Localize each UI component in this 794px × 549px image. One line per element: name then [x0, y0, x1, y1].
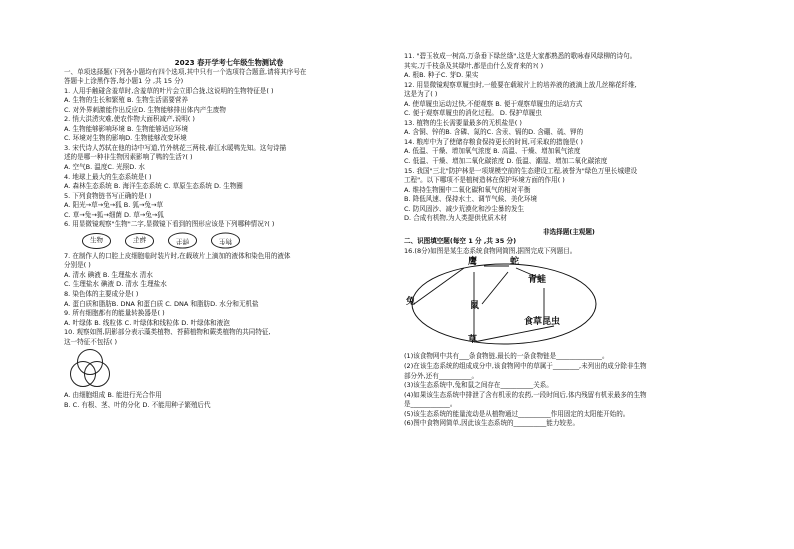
text-line: 分别是( ): [64, 261, 91, 270]
left-lines-c: [64, 391, 394, 410]
text-line: A. 生物的生长和繁殖 B. 生物生活需要营养: [64, 96, 189, 105]
label-grass: 草: [468, 335, 478, 346]
text-line: A. 根B. 种子C. 芽D. 果实: [404, 71, 479, 80]
section-title: 非选择题(主观题): [543, 227, 595, 236]
text-line: 13. 植物的生长需要量最多的无机盐是( ): [404, 118, 522, 127]
question-16: 16.(8分)如图是某生态系统食物网简图,据图完成下列题目。: [404, 246, 577, 255]
text-line: A. 空气B. 温度C. 光照D. 水: [64, 163, 145, 172]
option-bubble: 物生: [125, 233, 154, 249]
label-rat: 鼠: [470, 301, 480, 312]
text-line: 部分外,还有__________。: [404, 371, 479, 380]
label-rabbit: 兔: [406, 297, 416, 308]
text-line: (1)该食物网中共有___条食物链,最长的一条食物链是______________。: [404, 352, 609, 361]
arrow-grass-insect: [474, 326, 554, 342]
right-lines-b: [404, 352, 734, 428]
text-line: C. 对外界刺激能作出反应D. 生物能够排出体内产生废物: [64, 105, 226, 114]
text-line: 8. 染色体的主要成分是( ): [64, 290, 139, 299]
text-line: C. 环境对生物的影响D. 生物能够改变环境: [64, 134, 187, 143]
text-line: (2)在该生态系统的组成成分中,该食物网中的草属于________,未列出的成分除非生物: [404, 362, 647, 371]
text-line: C. 便于观察草履虫的消化过程。 D. 保护草履虫: [404, 109, 542, 118]
text-line: 答题卡上涂黑作答,每小题1 分 ,共 15 分): [64, 77, 184, 86]
text-line: (6)图中食物网简单,因此该生态系统的__________能力较差。: [404, 419, 580, 428]
text-line: C. 生理盐水 碘液 D. 清水 生理盐水: [64, 280, 167, 289]
text-line: A. 使草履虫运动过快,不便观察 B. 便于观察草履虫的运动方式: [404, 99, 583, 108]
text-line: A. 叶绿体 B. 线粒体 C. 叶绿体和线粒体 D. 叶绿体和液泡: [64, 318, 230, 327]
text-line: 10. 观察如图,阴影部分表示藻类植物、苔藓植物和蕨类植物的共同特征,: [64, 328, 271, 337]
text-line: 6. 用显微镜观察"生物"二字,显微镜下看到的图形应该是下列哪种情况?( ): [64, 220, 275, 229]
text-line: B. C. 有根、茎、叶的分化 D. 不能用种子繁殖后代: [64, 400, 211, 409]
text-line: B. 降低风速、保持水土、调节气候、美化环境: [404, 195, 538, 204]
text-line: 这是为了( ): [404, 90, 438, 99]
text-line: A. 森林生态系统 B. 海洋生态系统 C. 草原生态系统 D. 生物圈: [64, 182, 243, 191]
text-line: D. 合成有机物,为人类提供优质木材: [404, 214, 507, 223]
right-lines-a: [404, 52, 734, 224]
text-line: 12. 用显微镜观察草履虫时,一般要在载玻片上的培养液的液滴上放几丝棉花纤维,: [404, 80, 637, 89]
label-insect: 食草昆虫: [524, 317, 561, 328]
arrow-rat-snake: [482, 272, 508, 304]
text-line: 这一特征不包括( ): [64, 337, 118, 346]
text-line: A. 阳光→草→兔→狐 B. 狐→兔→草: [64, 201, 164, 210]
food-web-diagram: [404, 258, 734, 348]
text-line: A. 含铜、锌的B. 含磷、氮的C. 含汞、镉的D. 含硼、硫、钾的: [404, 128, 584, 137]
text-line: A. 低温、干燥、增加氧气浓度 B. 高温、干燥、增加氧气浓度: [404, 147, 581, 156]
label-snake: 蛇: [510, 257, 520, 268]
text-line: 7. 在制作人的口腔上皮细胞临时装片时,在载玻片上滴加的液体和染色用的液体: [64, 251, 291, 260]
text-line: (5)该生态系统的能量流动是从植物通过__________作用固定的太阳能开始的。: [404, 409, 630, 418]
label-frog: 青蛙: [528, 275, 547, 286]
text-line: 述的是哪一种非生物因素影响了鸭的生活?( ): [64, 153, 193, 162]
text-line: 2. 悄大洪涝灾难,使农作物大面积减产,说明( ): [64, 115, 195, 124]
label-eagle: 鹰: [468, 257, 478, 268]
text-line: 11. "碧玉妆成一树高,万条垂下绿丝绦",这是大家都熟悉的歌咏春风绿柳的诗句。: [404, 52, 637, 60]
text-line: (3)该生态系统中,兔和鼠之间存在__________关系。: [404, 381, 553, 390]
left-lines-b: [64, 252, 394, 347]
venn-diagram: [64, 347, 394, 391]
option-bubble: 物生: [211, 233, 240, 249]
right-column: [404, 0, 734, 429]
text-line: 15. 我国"三北"防护林是一项规模空前的生态建设工程,被誉为"绿色万里长城建设: [404, 166, 638, 175]
section-subtitle: 二、识图填空题(每空 1 分 ,共 35 分): [404, 237, 517, 246]
text-line: A. 蛋白质和脂肪B. DNA 和蛋白质 C. DNA 和脂肪D. 水分和无机盐: [64, 299, 259, 308]
text-line: 一、单项选择题(下列各小题均有四个选项,其中只有一个选项符合题意,请将其序号在: [64, 67, 307, 76]
food-web-ellipse: [412, 264, 596, 344]
text-line: 其实,万千枝条及其绿叶,都是由什么发育来的?( ): [404, 61, 544, 70]
text-line: 3. 宋代诗人苏轼在他的诗中写道,竹外桃花三两枝,春江水暖鸭先知。这句诗描: [64, 143, 286, 152]
text-line: 14. 粮库中为了使储存粮食保持更长的时间,可采取的措施是( ): [404, 137, 583, 146]
text-line: 5. 下列食物链书写正确的是( ): [64, 191, 152, 200]
text-line: 9. 所有细胞都有的能量转换器是( ): [64, 309, 165, 318]
text-line: C. 防风固沙、减少荒漠化和沙尘暴的发生: [404, 204, 525, 213]
left-lines-a: [64, 68, 394, 230]
text-line: C. 草→兔→狐→细菌 D. 草→兔→狐: [64, 210, 164, 219]
text-line: 4. 地球上最大的生态系统是( ): [64, 172, 152, 181]
text-line: 1. 人用手触碰含羞草时,含羞草的叶片会立即合拢,这说明的生物特征是( ): [64, 86, 274, 95]
option-bubble: 生物: [82, 233, 111, 249]
exam-title: 2023 春开学考七年级生物测试卷: [174, 58, 284, 67]
text-line: A. 清水 碘液 B. 生理盐水 清水: [64, 270, 153, 279]
text-line: A. 生物能够影响环境 B. 生物能够适应环境: [64, 124, 189, 133]
text-line: (4)如果该生态系统中排泄了含有机汞的农药,一段时间后,体内残留有机汞最多的生物: [404, 390, 647, 399]
food-web-lines: [404, 258, 614, 348]
text-line: A. 由细胞组成 B. 能进行光合作用: [64, 391, 162, 400]
option-bubble: 生物: [168, 233, 197, 249]
microscope-options: [64, 230, 394, 252]
text-line: 工程"。以下哪项不是植树造林在保护环境方面的作用( ): [404, 176, 565, 185]
text-line: C. 低温、干燥、增加二氧化碳浓度 D. 低温、潮湿、增加二氧化碳浓度: [404, 157, 608, 166]
text-line: A. 维持生物圈中二氧化碳和氧气的相对平衡: [404, 185, 531, 194]
text-line: 是____________。: [404, 400, 457, 409]
left-column: [64, 0, 394, 410]
